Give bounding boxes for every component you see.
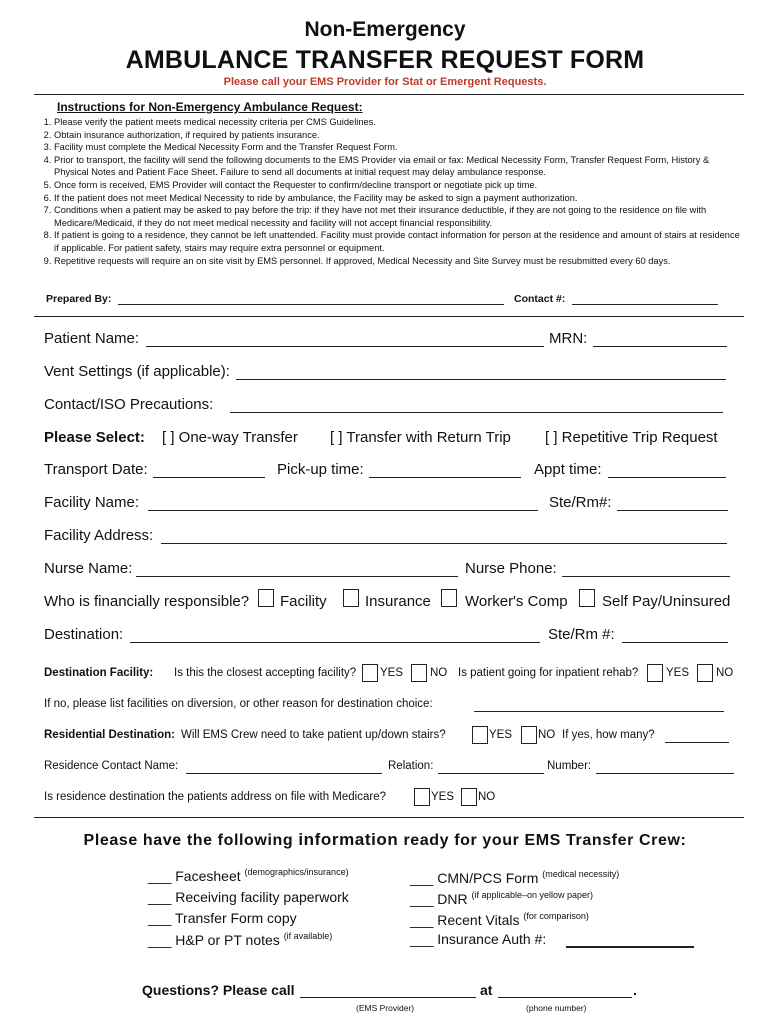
checklist-heading: Please have the following information ready for your EMS Transfer Crew: [83,830,687,849]
instruction-item: 9. Repetitive requests will require an on site visit by EMS personnel. If approved, Medical Necessity and Site Survey must be resubmitted every 60 days. [54,255,744,268]
contact-iso-label: Contact/ISO Precautions: [44,396,214,413]
closest-no-checkbox[interactable] [411,664,427,682]
pickup-time-label: Pick-up time: [277,461,364,478]
option-return-trip[interactable]: [ ] Transfer with Return Trip [330,429,511,446]
instruction-item: 8. If patient is going to a residence, they cannot be left unattended. Facility must provide contact information for person at the residence and amount of stairs at residence if applicable. For patient safety, stairs may require extra personnel or equipment. [54,229,744,254]
vent-settings-field[interactable] [236,379,726,380]
insurance-checkbox[interactable] [343,589,359,607]
transport-date-field[interactable] [153,477,265,478]
facility-address-field[interactable] [161,543,727,544]
period: . [633,982,637,998]
instruction-item: 3. Facility must complete the Medical Necessity Form and the Transfer Request Form. [54,141,744,154]
stairs-question: Will EMS Crew need to take patient up/down stairs? [181,729,446,741]
vent-settings-label: Vent Settings (if applicable): [44,363,230,380]
dest-ste-rm-field[interactable] [622,642,728,643]
checklist-item-dnr[interactable]: ___ DNR $^{(if applicable-on yellow paper)}$ [410,890,594,907]
facility-checkbox[interactable] [258,589,274,607]
instruction-item: 6. If the patient does not meet Medical Necessity to ride by ambulance, the Facility may be asked to sign a payment authorization. [54,192,744,205]
instructions-list [38,116,744,267]
dest-ste-rm-label: Ste/Rm #: [548,626,615,643]
destination-label: Destination: [44,626,124,643]
checklist-item-hp-notes[interactable]: ___ H&P or PT notes $^{(if available)}$ [148,931,333,948]
number-label: Number: [547,760,592,772]
facility-option-label: Facility [280,593,327,610]
questions-label: Questions? Please call [142,982,295,998]
patient-name-label: Patient Name: [44,330,140,347]
divider [34,817,744,818]
dest-facility-label: Destination Facility: [44,667,154,679]
mrn-label: MRN: [549,330,588,347]
residence-contact-field[interactable] [186,773,382,774]
transport-date-label: Transport Date: [44,461,148,478]
self-pay-checkbox[interactable] [579,589,595,607]
workers-comp-checkbox[interactable] [441,589,457,607]
appt-time-label: Appt time: [534,461,602,478]
yes-label: YES [489,729,513,741]
rehab-no-checkbox[interactable] [697,664,713,682]
no-label: NO [430,667,448,679]
checklist-item-vitals[interactable]: ___ Recent Vitals $^{(for comparison)}$ [410,911,589,928]
yes-label: YES [666,667,690,679]
ems-provider-field[interactable] [300,997,476,998]
form-subtitle: Please call your EMS Provider for Stat or Emergent Requests. [223,76,547,88]
instructions-heading: Instructions for Non-Emergency Ambulance Request: [57,100,363,114]
prepared-by-field[interactable] [118,304,504,305]
nurse-phone-field[interactable] [562,576,730,577]
diversion-field[interactable] [474,711,724,712]
how-many-field[interactable] [665,742,729,743]
self-pay-option-label: Self Pay/Uninsured [602,593,731,610]
divider [34,316,744,317]
nurse-phone-label: Nurse Phone: [465,560,557,577]
divider [34,94,744,95]
no-label: NO [716,667,734,679]
prepared-by-label: Prepared By: [46,293,112,305]
medicare-yes-checkbox[interactable] [414,788,430,806]
workers-comp-option-label: Worker's Comp [465,593,568,610]
ems-provider-caption: (EMS Provider) [356,1003,415,1013]
phone-number-field[interactable] [498,997,632,998]
yes-label: YES [380,667,404,679]
closest-yes-checkbox[interactable] [362,664,378,682]
contact-label: Contact #: [514,293,566,305]
form-title: AMBULANCE TRANSFER REQUEST FORM [125,46,645,74]
no-label: NO [538,729,556,741]
instruction-item: 5. Once form is received, EMS Provider will contact the Requester to confirm/decline transport or negotiate pick up time. [54,179,744,192]
instruction-item: 1. Please verify the patient meets medical necessity criteria per CMS Guidelines. [54,116,744,129]
residence-contact-label: Residence Contact Name: [44,760,179,772]
facility-address-label: Facility Address: [44,527,154,544]
contact-field[interactable] [572,304,718,305]
pickup-time-field[interactable] [369,477,521,478]
option-repetitive[interactable]: [ ] Repetitive Trip Request [545,429,718,446]
facility-name-field[interactable] [148,510,538,511]
insurance-option-label: Insurance [365,593,431,610]
ste-rm-label: Ste/Rm#: [549,494,612,511]
checklist-item-receiving-paperwork[interactable]: ___ Receiving facility paperwork [148,889,349,905]
residential-label: Residential Destination: [44,729,175,741]
stairs-no-checkbox[interactable] [521,726,537,744]
stairs-yes-checkbox[interactable] [472,726,488,744]
nurse-name-field[interactable] [136,576,458,577]
medicare-address-question: Is residence destination the patients address on file with Medicare? [44,791,387,803]
form-title-line1: Non-Emergency [304,18,466,41]
contact-iso-field[interactable] [230,412,723,413]
relation-field[interactable] [438,773,544,774]
medicare-no-checkbox[interactable] [461,788,477,806]
at-label: at [480,982,493,998]
destination-field[interactable] [130,642,540,643]
patient-name-field[interactable] [146,346,544,347]
please-select-label: Please Select: [44,429,145,446]
diversion-question: If no, please list facilities on diversion, or other reason for destination choice: [44,698,433,710]
option-one-way[interactable]: [ ] One-way Transfer [162,429,298,446]
checklist-item-insurance-auth[interactable]: ___ Insurance Auth #: [410,931,547,947]
instruction-item: 7. Conditions when a patient may be asked to pay before the trip: if they have not met their insurance deductible, if they are not going to the residence on file with Medicare/Medicaid, if they do not meet medical necessity and facility will not accept financial responsibility. [54,204,744,229]
instruction-item: 4. Prior to transport, the facility will send the following documents to the EMS Provider via email or fax: Medical Necessity Form, Transfer Request Form, History & Physical Notes and Patient Face Sheet. Failure to send all documents at initial request may delay ambulance response. [54,154,744,179]
closest-facility-question: Is this the closest accepting facility? [174,667,357,679]
appt-time-field[interactable] [608,477,726,478]
no-label: NO [478,791,496,803]
checklist-item-facesheet[interactable]: ___ Facesheet $^{(demographics/insurance)}$ [148,867,349,884]
financial-label: Who is financially responsible? [44,593,250,610]
yes-label: YES [431,791,455,803]
instruction-item: 2. Obtain insurance authorization, if required by patients insurance. [54,129,744,142]
facility-name-label: Facility Name: [44,494,140,511]
inpatient-rehab-question: Is patient going for inpatient rehab? [458,667,639,679]
how-many-label: If yes, how many? [562,729,655,741]
rehab-yes-checkbox[interactable] [647,664,663,682]
phone-number-caption: (phone number) [526,1003,587,1013]
mrn-field[interactable] [593,346,727,347]
insurance-auth-field[interactable] [566,946,694,948]
relation-label: Relation: [388,760,434,772]
checklist-item-cmn-pcs[interactable]: ___ CMN/PCS Form $^{(medical necessity)}$ [410,869,620,886]
checklist-item-transfer-form[interactable]: ___ Transfer Form copy [148,910,297,926]
number-field[interactable] [596,773,734,774]
ste-rm-field[interactable] [617,510,728,511]
nurse-name-label: Nurse Name: [44,560,133,577]
